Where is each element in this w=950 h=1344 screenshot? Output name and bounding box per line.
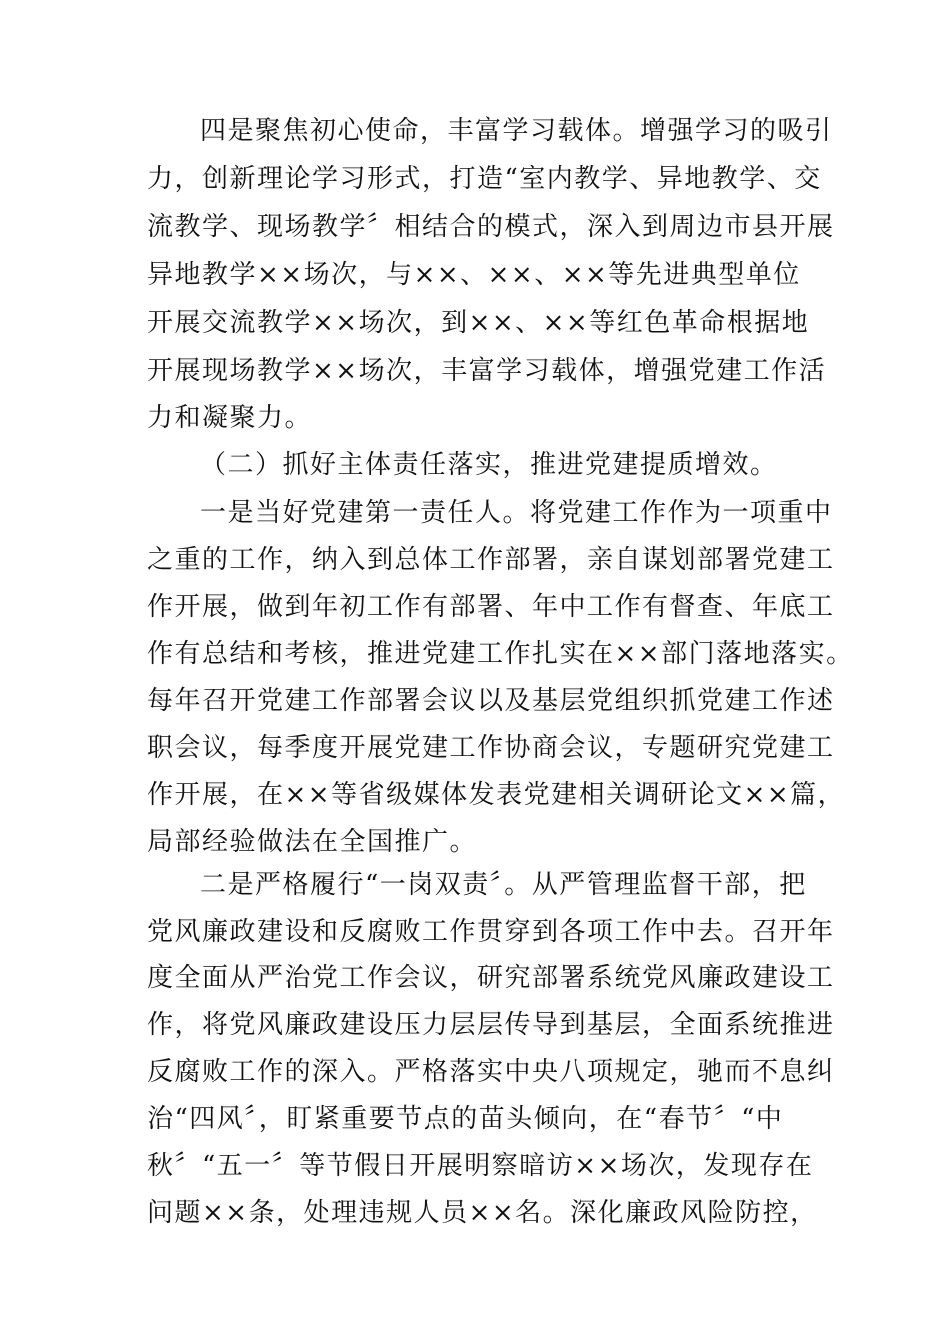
paragraph-line: 一是当好党建第一责任人。将党建工作作为一项重中 <box>200 498 833 528</box>
paragraph-line: 问题××条，处理违规人员××名。深化廉政风险防控， <box>147 1198 818 1228</box>
paragraph-line: 治“四风〞，盯紧重要节点的苗头倾向，在“春节〞“中 <box>147 1104 784 1134</box>
paragraph-line: 作，将党风廉政建设压力层层传导到基层，全面系统推进 <box>147 1010 835 1040</box>
paragraph-line: 度全面从严治党工作会议，研究部署系统党风廉政建设工 <box>147 963 835 993</box>
paragraph-line: 每年召开党建工作部署会议以及基层党组织抓党建工作述 <box>147 686 835 716</box>
paragraph-line: 四是聚焦初心使命，丰富学习载体。增强学习的吸引 <box>200 116 833 146</box>
paragraph-line: 作开展，做到年初工作有部署、年中工作有督查、年底工 <box>147 592 835 622</box>
paragraph-line: 力，创新理论学习形式，打造“室内教学、异地教学、交 <box>147 164 822 194</box>
paragraph-line: 二是严格履行“一岗双责〞。从严管理监督干部，把 <box>200 870 807 900</box>
paragraph-line: 作开展，在××等省级媒体发表党建相关调研论文××篇， <box>147 780 846 810</box>
paragraph-line: 党风廉政建设和反腐败工作贯穿到各项工作中去。召开年 <box>147 917 835 947</box>
paragraph-line: 局部经验做法在全国推广。 <box>147 827 478 857</box>
paragraph-line: 流教学、现场教学〞相结合的模式，深入到周边市县开展 <box>147 212 835 242</box>
paragraph-line: 开展交流教学××场次，到××、××等红色革命根据地 <box>147 308 810 338</box>
paragraph-line: 作有总结和考核，推进党建工作扎实在××部门落地落实。 <box>147 639 854 669</box>
paragraph-line: 开展现场教学××场次，丰富学习载体，增强党建工作活 <box>147 356 827 386</box>
section-heading: （二）抓好主体责任落实，推进党建提质增效。 <box>200 450 778 480</box>
paragraph-line: 职会议，每季度开展党建工作协商会议，专题研究党建工 <box>147 733 835 763</box>
paragraph-line: 之重的工作，纳入到总体工作部署，亲自谋划部署党建工 <box>147 545 835 575</box>
paragraph-line: 秋〞“五一〞等节假日开展明察暗访××场次，发现存在 <box>147 1151 814 1181</box>
paragraph-line: 异地教学××场次，与××、××、××等先进典型单位 <box>147 260 801 290</box>
paragraph-line: 力和凝聚力。 <box>147 403 313 433</box>
paragraph-line: 反腐败工作的深入。严格落实中央八项规定，驰而不息纠 <box>147 1057 835 1087</box>
